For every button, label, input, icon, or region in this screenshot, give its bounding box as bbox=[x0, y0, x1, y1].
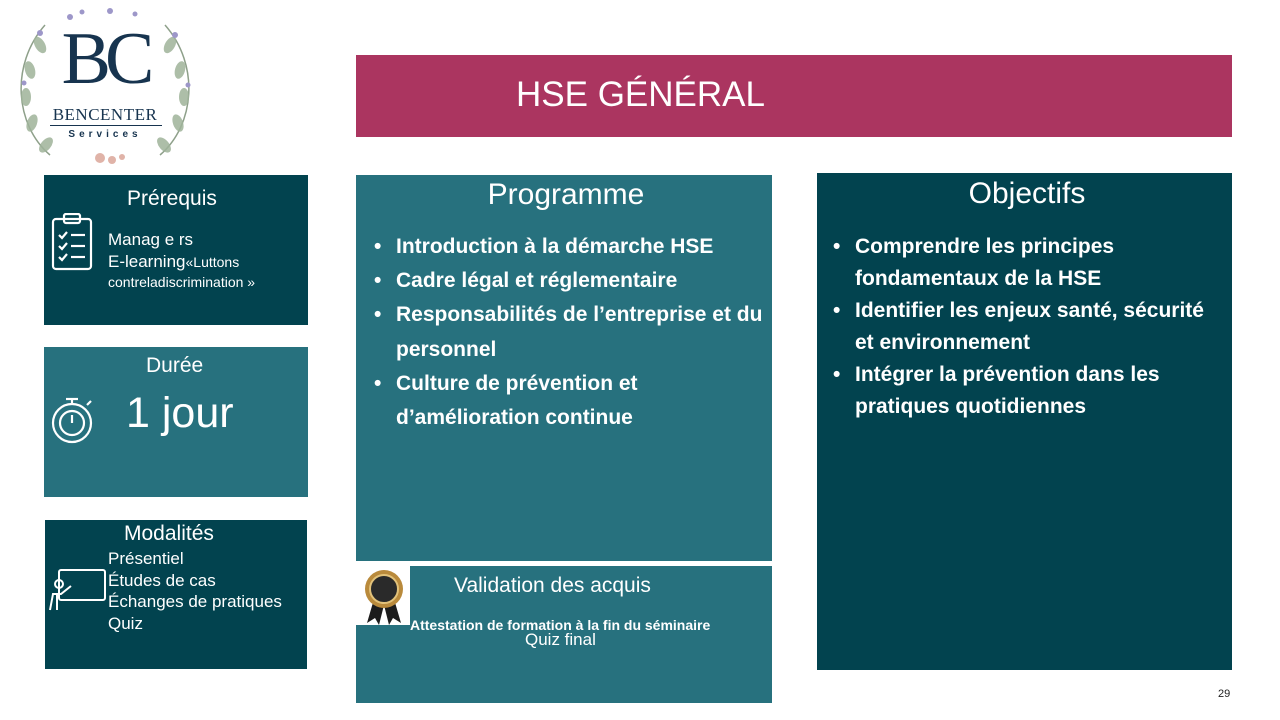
objectifs-item: • Comprendre les principes fondamentaux de la HSE bbox=[833, 231, 1223, 295]
modalites-item: Présentiel bbox=[108, 549, 184, 568]
objectifs-box bbox=[817, 173, 1232, 670]
validation-heading: Validation des acquis bbox=[454, 574, 651, 597]
modalites-item: Quiz bbox=[108, 613, 143, 633]
modalites-box bbox=[45, 520, 307, 669]
logo-initials: BC bbox=[61, 18, 149, 100]
validation-attestation: Attestation de formation à la fin du séminaire bbox=[410, 617, 711, 633]
title-banner bbox=[356, 55, 1232, 137]
prerequis-elearning bbox=[108, 252, 239, 272]
modalites-item: Études de cas bbox=[108, 570, 216, 590]
programme-item: • Responsabilités de l’entreprise et du personnel bbox=[374, 298, 774, 366]
prerequis-heading: Prérequis bbox=[127, 187, 217, 210]
bencenter-logo bbox=[10, 5, 200, 175]
duree-heading: Durée bbox=[146, 354, 204, 377]
modalites-list bbox=[108, 548, 282, 634]
logo-tagline: Services bbox=[68, 129, 142, 140]
modalites-item: Échanges de pratiques bbox=[108, 592, 282, 611]
stopwatch-icon bbox=[50, 391, 98, 447]
objectifs-item: • Identifier les enjeux santé, sécurité et environnement bbox=[833, 295, 1223, 359]
logo-divider bbox=[50, 125, 162, 126]
prerequis-course-name: contreladiscrimination » bbox=[108, 274, 256, 290]
prerequis-audience: Manag e rs bbox=[108, 230, 194, 249]
programme-item: • Culture de prévention et d’amélioration continue bbox=[374, 367, 774, 435]
prerequis-elearning-main: E-learning bbox=[108, 252, 186, 271]
presentation-board-icon bbox=[47, 562, 109, 612]
page-title: HSE GÉNÉRAL bbox=[516, 75, 765, 114]
objectifs-heading: Objectifs bbox=[968, 177, 1086, 210]
clipboard-checklist-icon bbox=[50, 213, 94, 271]
validation-quiz: Quiz final bbox=[525, 630, 596, 649]
validation-box bbox=[356, 566, 772, 703]
objectifs-item: • Intégrer la prévention dans les pratiques quotidiennes bbox=[833, 359, 1223, 423]
programme-list bbox=[374, 230, 774, 435]
logo-name: BENCENTER bbox=[52, 105, 158, 124]
award-medal-icon bbox=[361, 569, 407, 625]
programme-box bbox=[356, 175, 772, 561]
programme-heading: Programme bbox=[487, 178, 645, 211]
prerequis-box bbox=[44, 175, 308, 325]
objectifs-list bbox=[833, 231, 1223, 423]
programme-item: • Introduction à la démarche HSE bbox=[374, 230, 774, 264]
prerequis-elearning-small: «Luttons bbox=[185, 254, 240, 270]
modalites-heading: Modalités bbox=[124, 522, 214, 545]
programme-item: • Cadre légal et réglementaire bbox=[374, 264, 774, 298]
duree-box bbox=[44, 347, 308, 497]
duree-value: 1 jour bbox=[126, 389, 234, 437]
page-number: 29 bbox=[1218, 688, 1231, 700]
